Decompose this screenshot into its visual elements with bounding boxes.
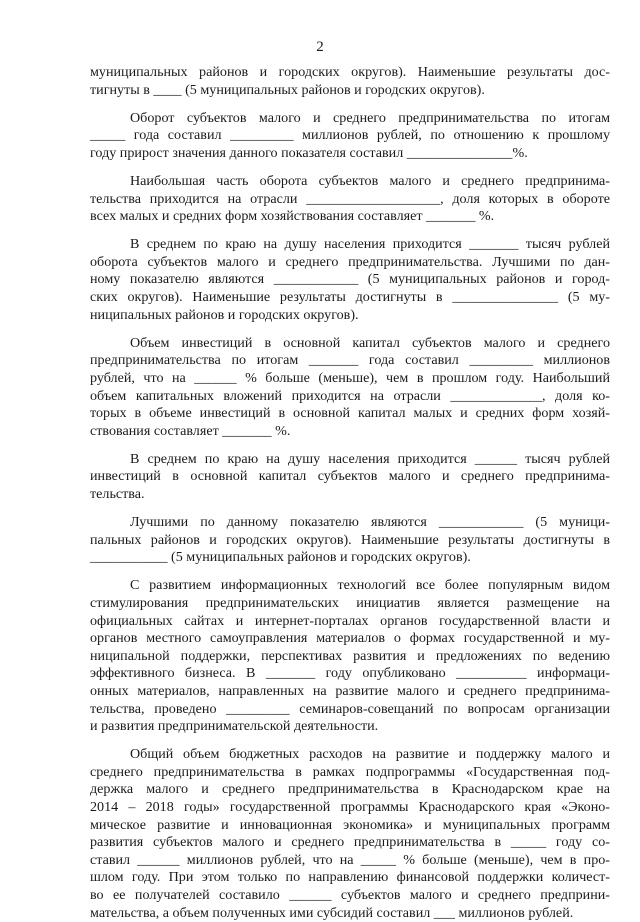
text-line: Наибольшая часть оборота субъектов малого и среднего предпринима- <box>130 172 610 189</box>
paragraph <box>90 173 610 226</box>
text-line: ставил ______ миллионов рублей, что на _____ % больше (меньше), чем в про- <box>90 851 610 868</box>
paragraph-gap <box>90 440 610 451</box>
text-line: С развитием информационных технологий все более популярным видом <box>130 577 610 594</box>
text-line: онных материалов, направленных на развитие малого и среднего предпринима- <box>90 682 610 699</box>
paragraph-gap <box>90 162 610 173</box>
text-line: предпринимательства по итогам _______ года составил _________ миллионов <box>90 352 610 369</box>
text-line: ствования составляет _______ %. <box>90 422 291 439</box>
text-line: ниципальных районов и городских округов). <box>90 306 359 323</box>
text-line: развития субъектов малого и среднего предпринимательства в _____ году со- <box>90 834 610 851</box>
paragraph <box>90 110 610 163</box>
paragraph-gap <box>90 567 610 578</box>
paragraph-gap <box>90 504 610 515</box>
text-line: ниципальной поддержки, перспективах развития и предложениях по ведению <box>90 647 610 664</box>
paragraph-gap <box>90 99 610 110</box>
text-line: официальных сайтах и интернет-порталах органов государственной власти и <box>90 612 610 629</box>
text-line: тельства. <box>90 485 145 502</box>
text-line: пальных районов и городских округов). Наименьшие результаты достигнуты в <box>90 531 610 548</box>
text-line: Объем инвестиций в основной капитал субъектов малого и среднего <box>130 334 610 351</box>
paragraph <box>90 514 610 567</box>
text-line: объем капитальных вложений приходится на отрасли _____________, доля ко- <box>90 387 610 404</box>
paragraph-gap <box>90 736 610 747</box>
text-line: шлом году. При этом только по направлению финансовой поддержки количест- <box>90 869 610 886</box>
text-line: году прирост значения данного показателя составил _______________%. <box>90 144 528 161</box>
text-line: _____ года составил _________ миллионов рублей, по отношению к прошлому <box>90 127 610 144</box>
text-line: В среднем по краю на душу населения приходится ______ тысяч рублей <box>130 450 610 467</box>
text-line: всех малых и средних форм хозяйствования составляет _______ %. <box>90 208 495 225</box>
paragraph <box>90 746 610 922</box>
text-line: тельства приходится на отрасли ___________________, доля которых в обороте <box>90 190 610 207</box>
text-line: Оборот субъектов малого и среднего предпринимательства по итогам <box>130 109 610 126</box>
text-line: и развития предпринимательской деятельности. <box>90 718 379 735</box>
text-line: муниципальных районов и городских округов). Наименьшие результаты дос- <box>90 64 610 80</box>
document-body <box>90 64 610 922</box>
text-line: мическое развитие и инновационная экономика» и муниципальных программ <box>90 816 610 833</box>
text-line: рублей, что на ______ % больше (меньше), чем в прошлом году. Наибольший <box>90 369 610 386</box>
text-line: 2014 – 2018 годы» государственной программы Краснодарского края «Эконо- <box>90 798 610 815</box>
text-line: мательства, а объем полученных ими субсидий составил ___ миллионов рублей. <box>90 904 574 921</box>
paragraph-gap <box>90 226 610 237</box>
paragraph <box>90 335 610 441</box>
text-line: ских округов). Наименьшие результаты достигнуты в _______________ (5 му- <box>90 289 610 306</box>
text-line: В среднем по краю на душу населения приходится _______ тысяч рублей <box>130 236 610 253</box>
text-line: среднего предпринимательства в рамках подпрограммы «Государственная под- <box>90 763 610 780</box>
paragraph <box>90 577 610 735</box>
text-line: инвестиций в основной капитал субъектов малого и среднего предпринима- <box>90 468 610 485</box>
paragraph <box>90 64 610 99</box>
text-line: ___________ (5 муниципальных районов и городских округов). <box>90 549 471 566</box>
text-line: Лучшими по данному показателю являются ____________ (5 муници- <box>130 514 610 531</box>
text-line: торых в объеме инвестиций в основной капитал малых и средних форм хозяй- <box>90 405 610 422</box>
text-line: держка малого и среднего предпринимательства в Краснодарском крае на <box>90 781 610 798</box>
text-line: органов местного самоуправления материалов о формах государственной и му- <box>90 630 610 647</box>
text-line: Общий объем бюджетных расходов на развитие и поддержку малого и <box>130 746 610 763</box>
paragraph <box>90 451 610 504</box>
text-line: эффективного бизнеса. В _______ году опубликовано __________ информаци- <box>90 665 610 682</box>
text-line: тигнуты в ____ (5 муниципальных районов и городских округов). <box>90 81 485 98</box>
paragraph <box>90 236 610 324</box>
text-line: во ее получателей составило ______ субъектов малого и среднего предприни- <box>90 886 610 903</box>
paragraph-gap <box>90 324 610 335</box>
page-number: 2 <box>316 39 324 55</box>
text-line: ному показателю являются ____________ (5 муниципальных районов и город- <box>90 271 610 288</box>
text-line: оборота субъектов малого и среднего предпринимательства. Лучшими по дан- <box>90 253 610 270</box>
text-line: тельства, проведено _________ семинаров-совещаний по вопросам организации <box>90 700 610 717</box>
text-line: стимулирования предпринимательских инициатив является размещение на <box>90 594 610 611</box>
